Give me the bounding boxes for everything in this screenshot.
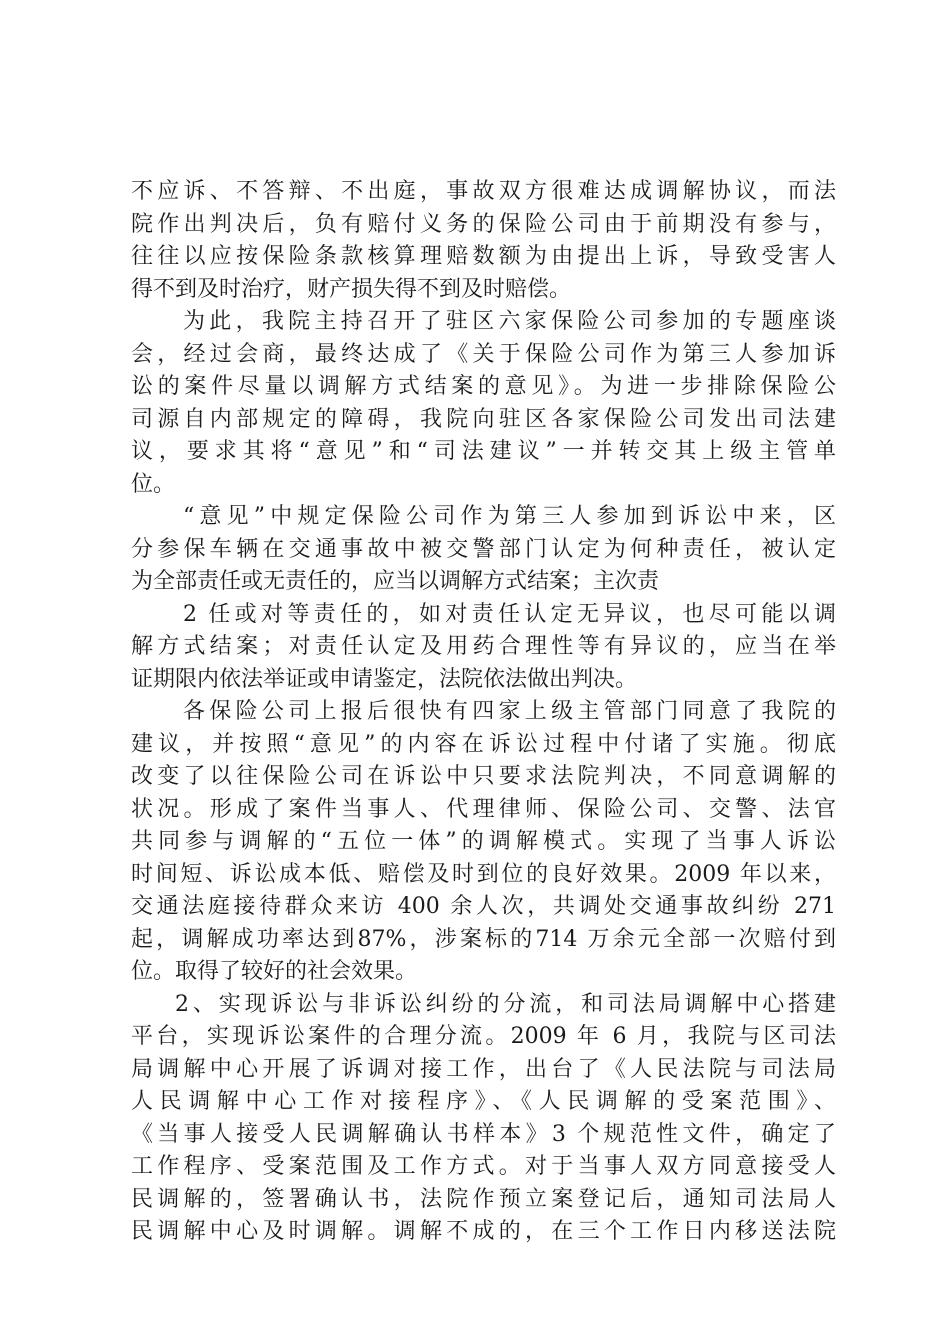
text-line: 2、实现诉讼与非诉讼纠纷的分流，和司法局调解中心搭建 xyxy=(175,991,836,1017)
text-line: 平台，实现诉讼案件的合理分流。2009 年 6 月，我院与区司法 xyxy=(131,1024,836,1049)
text-line: 不应诉、不答辩、不出庭，事故双方很难达成调解协议，而法 xyxy=(131,179,836,204)
text-line: 为此，我院主持召开了驻区六家保险公司参加的专题座谈 xyxy=(183,309,836,334)
text-line: 得不到及时治疗，财产损失得不到及时赔偿。 xyxy=(131,276,572,302)
text-line: 位。 xyxy=(131,471,176,497)
text-line: 解方式结案；对责任认定及用药合理性等有异议的，应当在举 xyxy=(131,634,836,659)
text-line: 共同参与调解的“五位一体”的调解模式。实现了当事人诉讼 xyxy=(131,829,836,854)
text-line: 证期限内依法举证或申请鉴定，法院依法做出判决。 xyxy=(131,666,638,692)
text-line: 交通法庭接待群众来访 400 余人次，共调处交通事故纠纷 271 xyxy=(131,894,836,919)
text-line: 议，要求其将“意见”和“司法建议”一并转交其上级主管单 xyxy=(131,439,836,464)
text-line: 民调解中心及时调解。调解不成的，在三个工作日内移送法院 xyxy=(131,1219,836,1244)
text-line: 时间短、诉讼成本低、赔偿及时到位的良好效果。2009 年以来， xyxy=(131,861,836,887)
text-line: 建议，并按照“意见”的内容在诉讼过程中付诸了实施。彻底 xyxy=(131,731,836,757)
text-line: 工作程序、受案范围及工作方式。对于当事人双方同意接受人 xyxy=(131,1154,836,1179)
text-line: 会，经过会商，最终达成了《关于保险公司作为第三人参加诉 xyxy=(131,341,836,367)
text-line: 司源自内部规定的障碍，我院向驻区各家保险公司发出司法建 xyxy=(131,406,836,432)
text-line: 起，调解成功率达到87%，涉案标的714 万余元全部一次赔付到 xyxy=(131,926,836,952)
text-line: 2 任或对等责任的，如对责任认定无异议，也尽可能以调 xyxy=(183,601,836,627)
text-line: 各保险公司上报后很快有四家上级主管部门同意了我院的 xyxy=(183,699,836,724)
text-line: 民调解的，签署确认书，法院作预立案登记后，通知司法局人 xyxy=(131,1186,836,1212)
text-line: 位。取得了较好的社会效果。 xyxy=(131,959,418,984)
text-line: 院作出判决后，负有赔付义务的保险公司由于前期没有参与， xyxy=(131,211,836,237)
text-line: 《当事人接受人民调解确认书样本》3 个规范性文件，确定了 xyxy=(131,1121,836,1147)
text-line: “意见”中规定保险公司作为第三人参加到诉讼中来，区 xyxy=(183,504,836,529)
text-line: 分参保车辆在交通事故中被交警部门认定为何种责任，被认定 xyxy=(131,536,836,562)
text-line: 往往以应按保险条款核算理赔数额为由提出上诉，导致受害人 xyxy=(131,244,836,269)
text-line: 改变了以往保险公司在诉讼中只要求法院判决，不同意调解的 xyxy=(131,764,836,789)
text-line: 讼的案件尽量以调解方式结案的意见》。为进一步排除保险公 xyxy=(131,374,836,399)
text-line: 状况。形成了案件当事人、代理律师、保险公司、交警、法官 xyxy=(131,796,836,822)
text-line: 人民调解中心工作对接程序》、《人民调解的受案范围》、 xyxy=(131,1089,836,1114)
document-body xyxy=(131,176,836,1249)
text-line: 局调解中心开展了诉调对接工作，出台了《人民法院与司法局 xyxy=(131,1056,836,1082)
text-line: 为全部责任或无责任的，应当以调解方式结案；主次责 xyxy=(131,569,660,594)
